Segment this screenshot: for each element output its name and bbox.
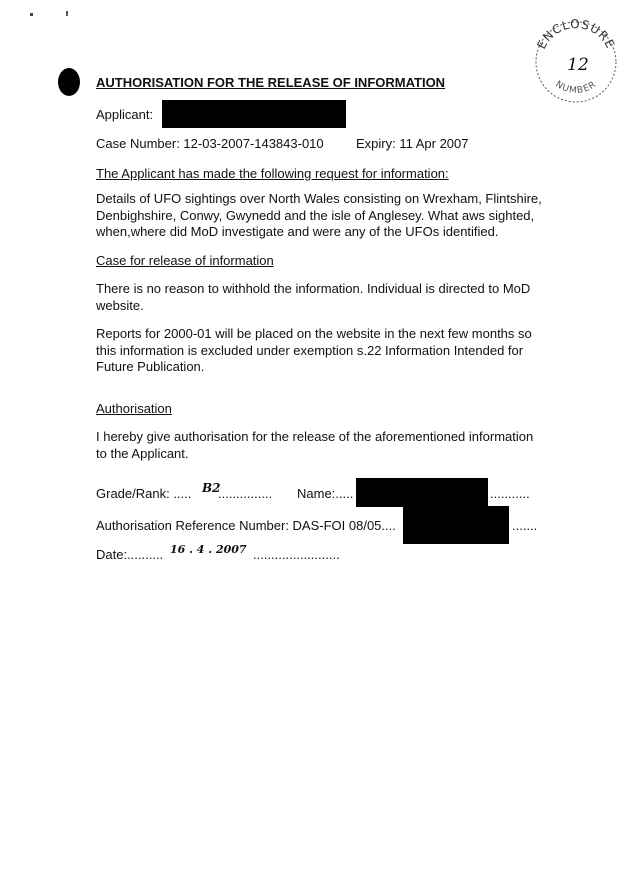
date-dots: ........................ xyxy=(253,547,340,562)
case-number: Case Number: 12-03-2007-143843-010 xyxy=(96,136,324,151)
case-paragraph-1: There is no reason to withhold the information. Individual is directed to MoD website. xyxy=(96,281,531,313)
stamp-bottom-text: NUMBER xyxy=(553,79,599,97)
grade-label: Grade/Rank: ..... xyxy=(96,486,192,501)
authorisation-heading: Authorisation xyxy=(96,401,172,416)
stamp-number: 12 xyxy=(567,55,589,75)
date-value: 16 . 4 . 2007 xyxy=(170,543,247,556)
grade-value: B2 xyxy=(202,481,221,495)
case-paragraph-2: Reports for 2000-01 will be placed on the website in the next few months so this information is excluded under exemption s.22 Information Intended for Future Publication. xyxy=(96,326,532,374)
case-heading: Case for release of information xyxy=(96,253,274,268)
request-body: Details of UFO sightings over North Wales consisting on Wrexham, Flintshire, Denbighshire, Conwy, Gwynedd and the isle of Anglesey. What aws sighted, when,where did MoD investigate and were any of the UFOs identified. xyxy=(96,191,542,239)
authorisation-body: I hereby give authorisation for the release of the aforementioned information to the Applicant. xyxy=(96,429,534,461)
document-title: AUTHORISATION FOR THE RELEASE OF INFORMATION xyxy=(96,75,446,90)
expiry-date: Expiry: 11 Apr 2007 xyxy=(356,136,469,151)
name-label: Name:..... xyxy=(297,486,354,501)
stamp-top-text: ENCLOSURE xyxy=(534,16,618,52)
scan-mark xyxy=(30,13,33,16)
date-label: Date:.......... xyxy=(96,547,164,562)
enclosure-stamp xyxy=(528,10,624,106)
svg-text:NUMBER xyxy=(553,80,598,97)
grade-dots: ............... xyxy=(218,486,273,501)
request-heading: The Applicant has made the following request for information: xyxy=(96,166,449,181)
svg-text:ENCLOSURE xyxy=(534,17,618,51)
name-dots: ........... xyxy=(490,486,530,501)
punch-hole xyxy=(58,68,80,96)
reference-dots: ....... xyxy=(512,518,538,533)
redaction-reference xyxy=(403,506,509,544)
authorisation-reference-label: Authorisation Reference Number: DAS-FOI 08/05.... xyxy=(96,518,396,533)
applicant-label: Applicant: xyxy=(96,107,154,122)
redaction-name xyxy=(356,478,488,507)
redaction-applicant xyxy=(162,100,346,128)
scan-mark xyxy=(66,11,68,16)
